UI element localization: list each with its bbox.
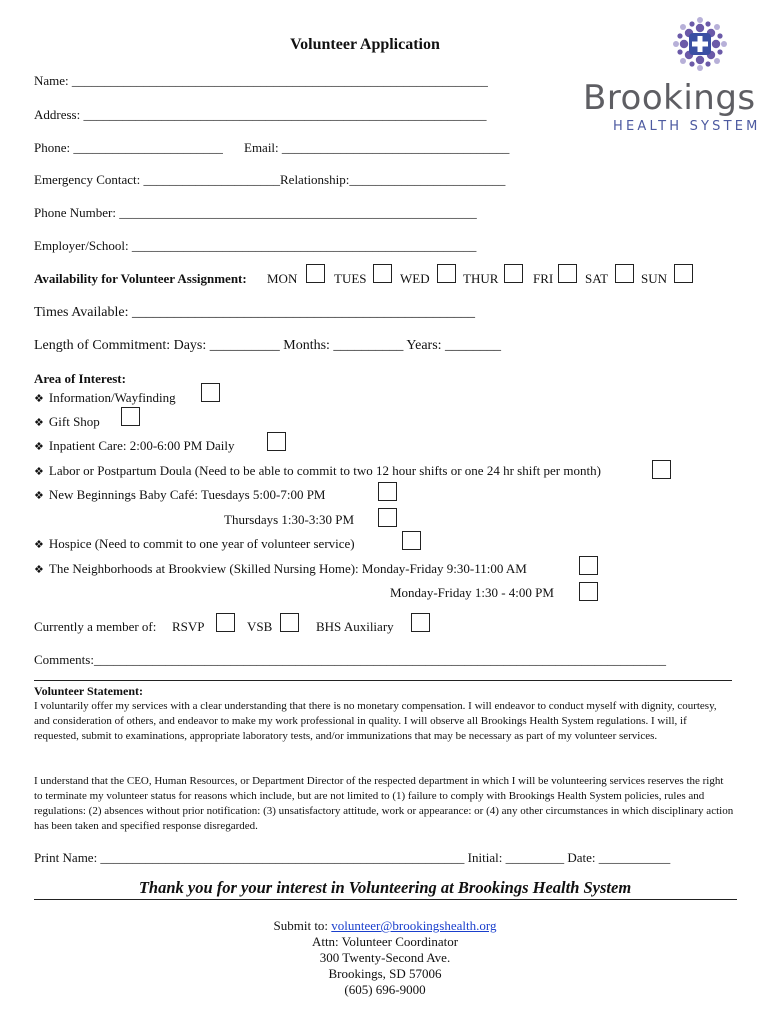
availability-label: Availability for Volunteer Assignment:	[34, 271, 247, 286]
interest-item	[34, 561, 527, 577]
member-label: Currently a member of:	[34, 619, 157, 634]
thank-you-message: Thank you for your interest in Volunteering at Brookings Health System	[138, 878, 632, 897]
interest-hospice-label: Hospice (Need to commit to one year of volunteer service)	[48, 536, 355, 551]
interest-item	[34, 536, 355, 552]
bullet-icon: ❖	[34, 563, 44, 576]
name-field[interactable]: Name: ________________________________________________________________	[34, 73, 488, 88]
statement-paragraph-2: I understand that the CEO, Human Resources, or Department Director of the respected department in which I will be volunteering services reserves the right to terminate my volunteer status for reasons which include, but are not limited to (1) failure to comply with Brookings Health System policies, rules and regulations: (2) absences without prior notification: (3) unsatisfactory attitude, work or appearance: or (4) any other circumstances in which disciplinary action has been taken and specified response disregarded.	[34, 775, 734, 832]
doula-checkbox[interactable]	[652, 460, 671, 479]
times-available-field[interactable]: Times Available: _________________________________________________	[34, 305, 475, 320]
baby-cafe-thursday-label: Thursdays 1:30-3:30 PM	[224, 512, 354, 527]
email-field[interactable]: Email: ___________________________________	[244, 140, 510, 155]
flower-cross-icon	[672, 16, 728, 72]
emergency-contact-field[interactable]: Emergency Contact: _____________________Relationship:________________________	[34, 172, 506, 187]
comments-field[interactable]: Comments:________________________________________________________________________________________	[34, 652, 666, 667]
interest-item	[34, 463, 601, 479]
day-tues-checkbox[interactable]	[373, 264, 392, 283]
interest-item	[34, 414, 100, 430]
information-wayfinding-checkbox[interactable]	[201, 383, 220, 402]
submit-line	[0, 918, 770, 934]
attn-line: Attn: Volunteer Coordinator	[311, 934, 459, 949]
day-fri-label: FRI	[533, 271, 554, 286]
statement-paragraph-1: I voluntarily offer my services with a clear understanding that there is no monetary compensation. I will endeavor to conduct myself with dignity, courtesy, and consideration of others, and endeavor to make my work professional in quality. I will observe all Brookings Health System regulations. I will, if requested, submit to examinations, appropriate laboratory tests, and/or immunizations that may be necessary as part of my volunteer services.	[34, 700, 717, 742]
interest-item	[34, 487, 326, 503]
bullet-icon: ❖	[34, 392, 44, 405]
brookings-logo	[580, 14, 761, 134]
page-title: Volunteer Application	[290, 36, 440, 53]
bullet-icon: ❖	[34, 465, 44, 478]
comments-second-line[interactable]	[34, 680, 732, 681]
day-sun-checkbox[interactable]	[674, 264, 693, 283]
vsb-checkbox[interactable]	[280, 613, 299, 632]
interest-item	[34, 390, 176, 406]
baby-cafe-tuesday-checkbox[interactable]	[378, 482, 397, 501]
baby-cafe-thursday-checkbox[interactable]	[378, 508, 397, 527]
address-field[interactable]: Address: ______________________________________________________________	[34, 107, 487, 122]
signature-line[interactable]: Print Name: ________________________________________________________ Initial: _________ Date: ___________	[34, 850, 671, 865]
city-state-zip: Brookings, SD 57006	[328, 966, 442, 981]
day-sat-checkbox[interactable]	[615, 264, 634, 283]
day-mon-checkbox[interactable]	[306, 264, 325, 283]
contact-phone: (605) 696-9000	[344, 982, 426, 997]
bullet-icon: ❖	[34, 489, 44, 502]
day-sun-label: SUN	[641, 271, 668, 286]
brookview-afternoon-checkbox[interactable]	[579, 582, 598, 601]
employer-school-field[interactable]: Employer/School: _____________________________________________________	[34, 238, 477, 253]
day-sat-label: SAT	[585, 271, 609, 286]
interest-doula-label: Labor or Postpartum Doula (Need to be able to commit to two 12 hour shifts or one 24 hr shift per month)	[48, 463, 601, 478]
bullet-icon: ❖	[34, 416, 44, 429]
inpatient-care-checkbox[interactable]	[267, 432, 286, 451]
phone-field[interactable]: Phone: _______________________	[34, 140, 223, 155]
interest-item	[34, 438, 234, 454]
interest-gift-shop-label: Gift Shop	[48, 414, 100, 429]
brookview-morning-checkbox[interactable]	[579, 556, 598, 575]
day-thur-label: THUR	[463, 271, 499, 286]
brookview-afternoon-label: Monday-Friday 1:30 - 4:00 PM	[390, 585, 554, 600]
volunteer-statement-heading: Volunteer Statement:	[34, 684, 143, 698]
member-vsb-label: VSB	[247, 619, 273, 634]
submit-label: Submit to:	[273, 918, 329, 933]
logo-name: Brookings	[583, 78, 756, 118]
interest-inpatient-care-label: Inpatient Care: 2:00-6:00 PM Daily	[48, 438, 235, 453]
hospice-checkbox[interactable]	[402, 531, 421, 550]
gift-shop-checkbox[interactable]	[121, 407, 140, 426]
day-thur-checkbox[interactable]	[504, 264, 523, 283]
interest-information-label: Information/Wayfinding	[48, 390, 176, 405]
day-wed-label: WED	[400, 271, 430, 286]
day-mon-label: MON	[267, 271, 298, 286]
bhs-auxiliary-checkbox[interactable]	[411, 613, 430, 632]
day-fri-checkbox[interactable]	[558, 264, 577, 283]
phone-number-field[interactable]: Phone Number: _______________________________________________________	[34, 205, 477, 220]
area-of-interest-heading: Area of Interest:	[34, 371, 126, 386]
length-of-commitment-field[interactable]: Length of Commitment: Days: __________ Months: __________ Years: ________	[34, 338, 502, 353]
member-bhs-auxiliary-label: BHS Auxiliary	[316, 619, 394, 634]
day-tues-label: TUES	[334, 271, 367, 286]
interest-baby-cafe-label: New Beginnings Baby Café: Tuesdays 5:00-7:00 PM	[48, 487, 326, 502]
street-address: 300 Twenty-Second Ave.	[319, 950, 451, 965]
bullet-icon: ❖	[34, 440, 44, 453]
bullet-icon: ❖	[34, 538, 44, 551]
rsvp-checkbox[interactable]	[216, 613, 235, 632]
member-rsvp-label: RSVP	[172, 619, 205, 634]
interest-brookview-label: The Neighborhoods at Brookview (Skilled Nursing Home): Monday-Friday 9:30-11:00 AM	[48, 561, 527, 576]
day-wed-checkbox[interactable]	[437, 264, 456, 283]
divider	[34, 899, 737, 900]
logo-subtitle: HEALTH SYSTEM	[613, 119, 761, 134]
volunteer-email-link[interactable]: volunteer@brookingshealth.org	[331, 918, 497, 933]
